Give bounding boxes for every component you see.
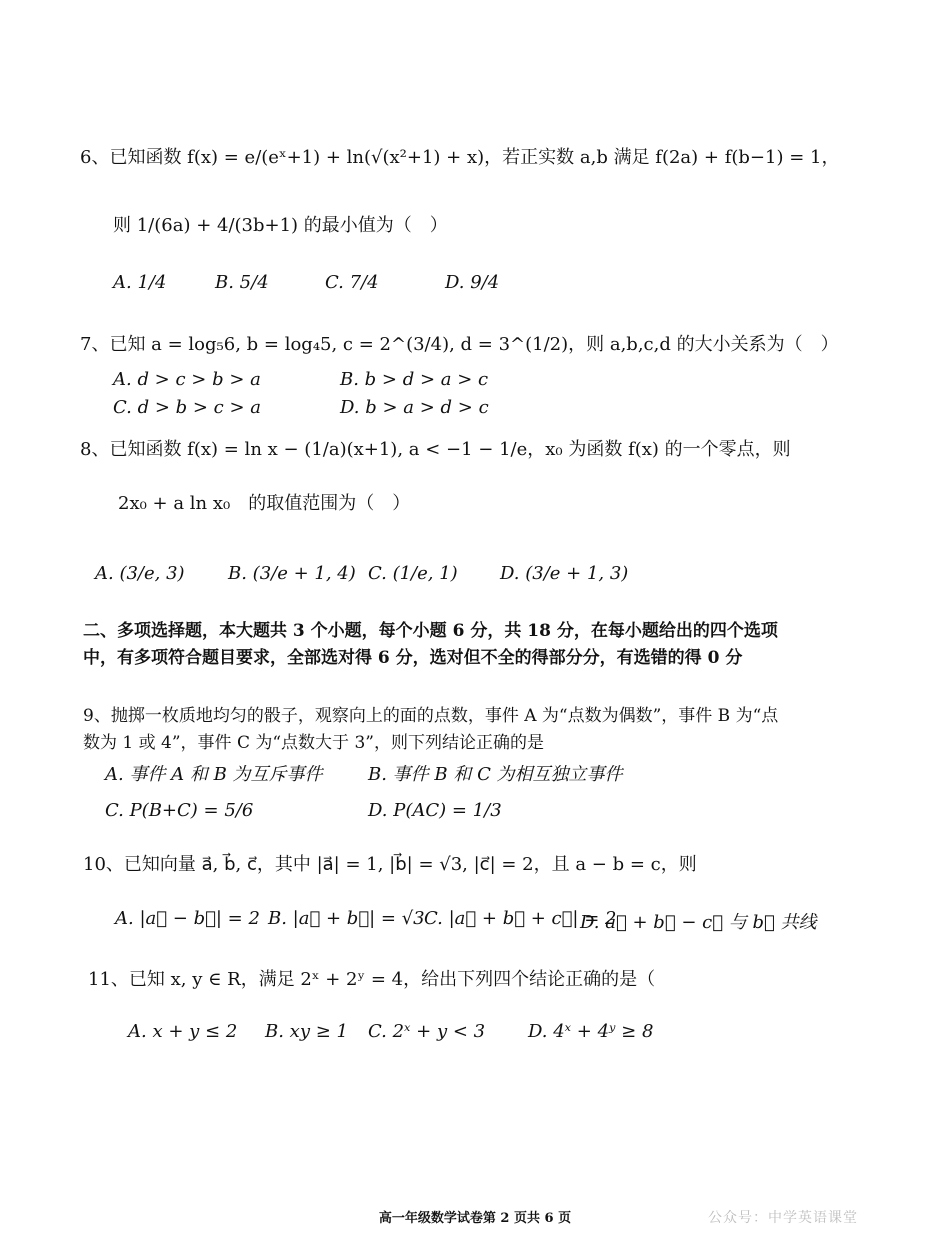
q7-option-a: A. d > c > b > a [113,369,261,390]
section-2-heading: 二、多项选择题，本大题共 3 个小题，每个小题 6 分，共 18 分，在每小题给出的四个选项中，有多项符合题目要求，全部选对得 6 分，选对但不全的得部分分，有选错的得 0 分 [83,621,778,668]
q8-option-c: C. (1/e, 1) [368,563,458,584]
q11-option-d: D. 4ˣ + 4ʸ ≥ 8 [528,1021,654,1042]
q9-option-d: D. P(AC) = 1/3 [368,800,502,821]
q6-option-b: B. 5/4 [215,272,269,293]
watermark: 公众号：中学英语课堂 [708,1210,858,1226]
q6-stem-2: 则 1/(6a) + 4/(3b+1) 的最小值为（ ） [113,215,448,236]
q11-option-a: A. x + y ≤ 2 [128,1021,238,1042]
q10-option-d: D. a⃗ + b⃗ − c⃗ 与 b⃗ 共线 [580,912,817,933]
q7-option-d: D. b > a > d > c [340,397,489,418]
q7-option-c: C. d > b > c > a [113,397,262,418]
q8-option-b: B. (3/e + 1, 4) [228,563,356,584]
q11-option-c: C. 2ˣ + y < 3 [368,1021,486,1042]
q9-stem: 9、抛掷一枚质地均匀的骰子，观察向上的面的点数，事件 A 为“点数为偶数”，事件 B 为“点数为 1 或 4”，事件 C 为“点数大于 3”，则下列结论正确的是 [83,706,779,753]
q8-stem-2: 2x₀ + a ln x₀ 的取值范围为（ ） [118,493,411,514]
page-footer: 高一年级数学试卷第 2 页共 6 页 [378,1211,572,1226]
q6-stem: 6、已知函数 f(x) = e/(eˣ+1) + ln(√(x²+1) + x)，若正实数 a,b 满足 f(2a) + f(b−1) = 1， [80,147,840,168]
q6-option-c: C. 7/4 [325,272,379,293]
q10-option-b: B. |a⃗ + b⃗| = √3 [268,908,425,929]
q6-option-a: A. 1/4 [113,272,167,293]
q10-stem: 10、已知向量 a⃗, b⃗, c⃗，其中 |a⃗| = 1, |b⃗| = √3, |c⃗| = 2，且 a − b = c，则 [83,854,697,875]
q7-stem: 7、已知 a = log₅6, b = log₄5, c = 2^(3/4), d = 3^(1/2)，则 a,b,c,d 的大小关系为（ ） [80,334,839,355]
q11-option-b: B. xy ≥ 1 [265,1021,348,1042]
q6-option-d: D. 9/4 [445,272,500,293]
q9-option-a: A. 事件 A 和 B 为互斥事件 [105,764,323,785]
q9-option-b: B. 事件 B 和 C 为相互独立事件 [368,764,623,785]
q9-option-c: C. P(B+C) = 5/6 [105,800,254,821]
q8-stem: 8、已知函数 f(x) = ln x − (1/a)(x+1), a < −1 − 1/e，x₀ 为函数 f(x) 的一个零点，则 [80,439,791,460]
q11-stem: 11、已知 x, y ∈ R，满足 2ˣ + 2ʸ = 4，给出下列四个结论正确的是（ [88,969,656,990]
q8-option-a: A. (3/e, 3) [95,563,185,584]
q8-option-d: D. (3/e + 1, 3) [500,563,629,584]
q7-option-b: B. b > d > a > c [340,369,489,390]
q10-option-c: C. |a⃗ + b⃗ + c⃗| = 2 [424,908,617,929]
q10-option-a: A. |a⃗ − b⃗| = 2 [115,908,260,929]
